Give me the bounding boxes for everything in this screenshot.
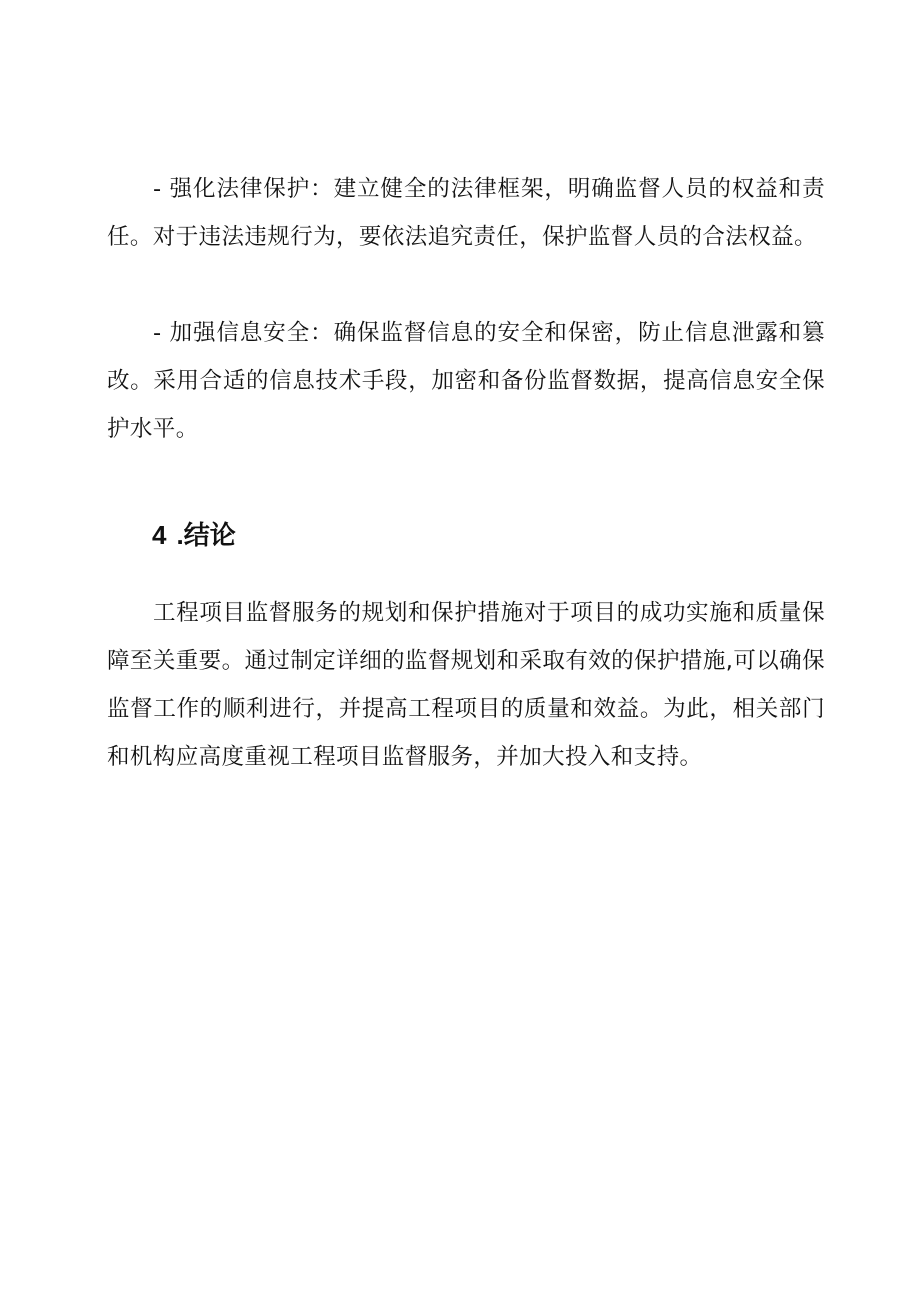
paragraph-legal-protection: - 强化法律保护：建立健全的法律框架，明确监督人员的权益和责任。对于违法违规行为，要依法追究责任，保护监督人员的合法权益。 <box>107 176 825 250</box>
paragraph-information-security: - 加强信息安全：确保监督信息的安全和保密，防止信息泄露和篡改。采用合适的信息技术手段，加密和备份监督数据，提高信息安全保护水平。 <box>107 320 825 442</box>
section-number: 4 <box>152 520 167 550</box>
section-heading-conclusion <box>152 515 236 555</box>
section-title: .结论 <box>176 520 236 550</box>
paragraph-conclusion: 工程项目监督服务的规划和保护措施对于项目的成功实施和质量保障至关重要。通过制定详细的监督规划和采取有效的保护措施,可以确保监督工作的顺利进行，并提高工程项目的质量和效益。为此，相关部门和机构应高度重视工程项目监督服务，并加大投入和支持。 <box>107 600 825 770</box>
